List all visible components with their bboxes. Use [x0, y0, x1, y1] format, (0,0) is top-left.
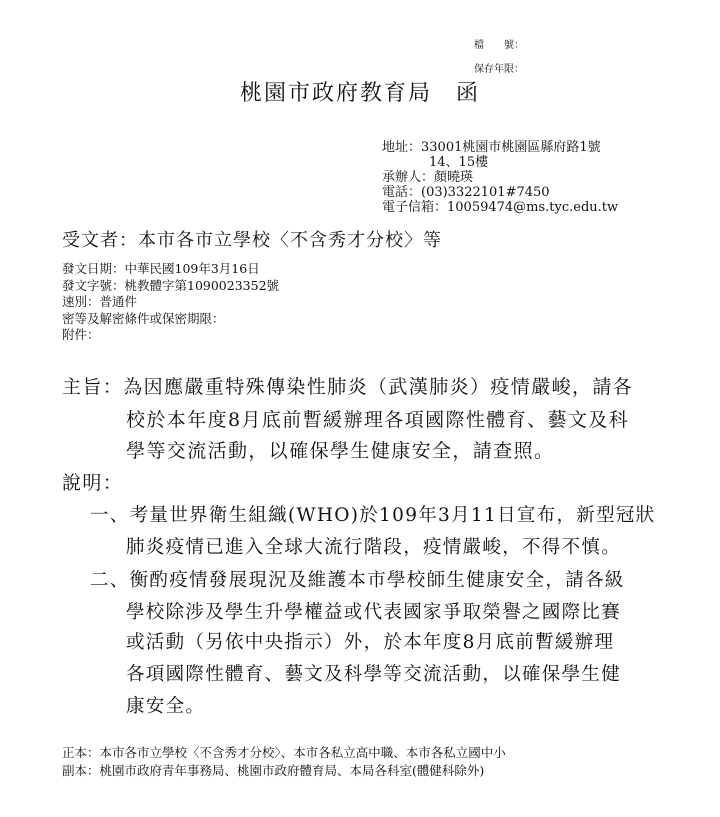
main-recipients: 正本：本市各市立學校〈不含秀才分校〉、本市各私立高中職、本市各私立國中小	[62, 745, 506, 760]
subject-line-3: 學等交流活動，以確保學生健康安全，請查照。	[126, 440, 555, 462]
explanation-heading: 說明：	[62, 472, 124, 494]
file-number-label: 檔 號：	[474, 40, 524, 51]
explanation-item-2-line-1: 二、衡酌疫情發展現況及維護本市學校師生健康安全，請各級	[90, 570, 625, 591]
subject-line-2: 校於本年度8月底前暫緩辦理各項國際性體育、藝文及科	[126, 409, 630, 431]
explanation-item-2-line-5: 康安全。	[126, 696, 206, 717]
copy-recipients: 副本：桃園市政府青年事務局、桃園市政府體育局、本局各科室(體健科除外)	[62, 763, 485, 778]
footer-block	[62, 744, 506, 780]
contact-person: 承辦人：顏曉瑛	[382, 170, 474, 185]
address-line-2: 14、15樓	[429, 155, 489, 170]
delivery-speed: 速別：普通件	[62, 294, 138, 309]
explanation-item-2-line-3: 或活動（另依中央指示）外，於本年度8月底前暫緩辦理	[126, 632, 615, 653]
address-block	[382, 140, 618, 215]
phone-number: 電話：(03)3322101#7450	[382, 185, 550, 200]
document-number: 發文字號：桃教體字第1090023352號	[62, 277, 280, 293]
explanation-item-2-line-2: 學校除涉及學生升學權益或代表國家爭取榮譽之國際比賽	[126, 602, 622, 623]
email-address: 電子信箱：10059474@ms.tyc.edu.tw	[382, 200, 619, 215]
recipient-line: 受文者：本市各市立學校〈不含秀才分校〉等	[62, 230, 442, 251]
issue-date: 發文日期：中華民國109年3月16日	[62, 261, 260, 276]
document-title: 桃園市政府教育局 函	[240, 81, 481, 106]
subject-line-1: 主旨：為因應嚴重特殊傳染性肺炎（武漢肺炎）疫情嚴峻，請各	[62, 376, 634, 398]
security-level: 密等及解密條件或保密期限：	[62, 310, 225, 326]
explanation-item-1-line-2: 肺炎疫情已進入全球大流行階段，疫情嚴峻，不得不慎。	[126, 537, 622, 558]
meta-block	[62, 261, 279, 344]
address-line-1: 地址：33001桃園市桃園區縣府路1號	[382, 140, 601, 155]
explanation-item-2-line-4: 各項國際性體育、藝文及科學等交流活動，以確保學生健	[126, 664, 622, 685]
explanation-item-1-line-1: 一、考量世界衛生組織(WHO)於109年3月11日宣布，新型冠狀	[90, 505, 656, 526]
retention-period-label: 保存年限：	[474, 64, 524, 75]
attachment: 附件：	[62, 327, 100, 342]
